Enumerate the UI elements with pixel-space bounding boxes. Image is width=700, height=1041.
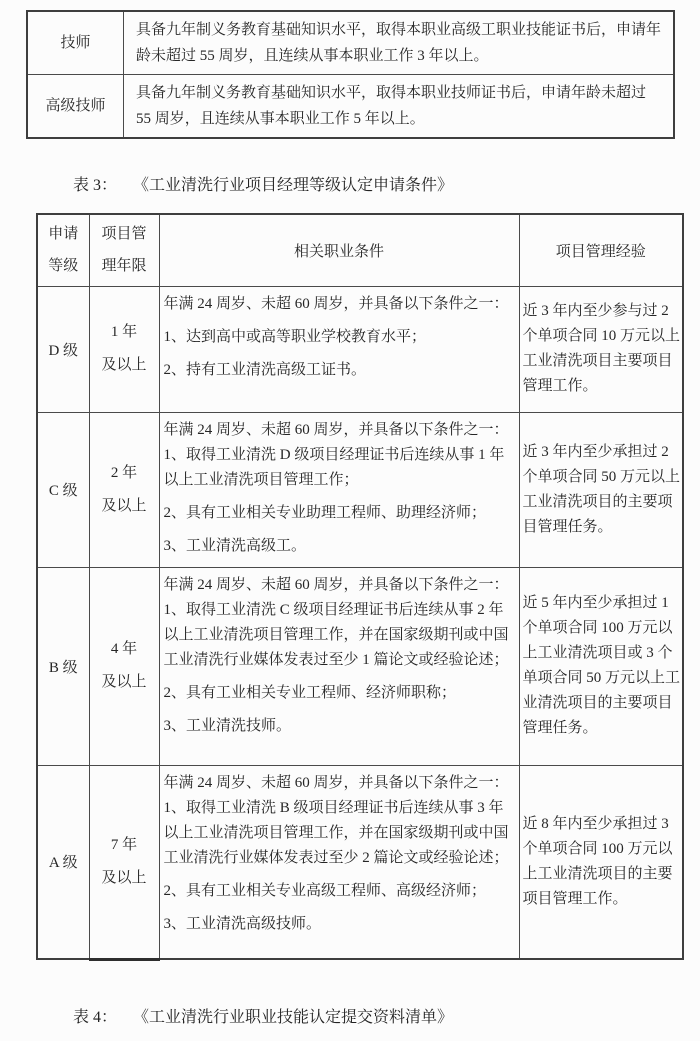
grade-row-a <box>37 765 683 959</box>
grade-cell: A 级 <box>37 765 89 959</box>
years-cell <box>89 286 159 412</box>
level-requirement-cell: 具备九年制义务教育基础知识水平，取得本职业技师证书后，申请年龄未超过 55 周岁，且连续从事本职业工作 5 年以上。 <box>124 75 675 139</box>
condition-paragraph: 年满 24 周岁、未超 60 周岁，并具备以下条件之一：1、取得工业清洗 D 级项目经理证书后连续从事 1 年以上工业清洗项目管理工作； <box>163 421 509 488</box>
condition-paragraph: 3、工业清洗高级技师。 <box>163 915 322 932</box>
grade-cell: C 级 <box>37 412 89 567</box>
years-line2: 及以上 <box>101 357 147 373</box>
header-years-line2: 理年限 <box>101 258 147 275</box>
grade-row-d <box>37 286 683 412</box>
project-manager-grade-table <box>36 213 684 961</box>
header-conditions: 相关职业条件 <box>159 214 519 286</box>
table-row <box>27 75 674 139</box>
header-experience: 项目管理经验 <box>519 214 683 286</box>
conditions-cell <box>159 567 519 765</box>
experience-cell: 近 3 年内至少承担过 2 个单项合同 50 万元以上工业清洗项目的主要项目管理任务。 <box>519 412 683 567</box>
condition-paragraph: 2、具有工业相关专业高级工程师、高级经济师； <box>163 882 487 899</box>
grade-row-b <box>37 567 683 765</box>
years-line1: 4 年 <box>110 641 138 657</box>
condition-paragraph: 2、持有工业清洗高级工证书。 <box>163 361 367 378</box>
years-cell <box>89 765 159 959</box>
years-cell <box>89 412 159 567</box>
header-grade-line2: 等级 <box>48 258 79 275</box>
experience-cell: 近 8 年内至少承担过 3 个单项合同 100 万元以上工业清洗项目的主要项目管理工作。 <box>519 765 683 959</box>
condition-paragraph: 年满 24 周岁、未超 60 周岁，并具备以下条件之一：1、取得工业清洗 C 级项目经理证书后连续从事 2 年以上工业清洗项目管理工作，并在国家级期刊或中国工业清洗行业媒体发表过至少 1 篇论文或经验论述； <box>163 576 509 668</box>
header-grade <box>37 214 89 286</box>
years-line1: 1 年 <box>110 324 138 340</box>
conditions-cell <box>159 286 519 412</box>
experience-cell: 近 5 年内至少承担过 1 个单项合同 100 万元以上工业清洗项目或 3 个单项合同 50 万元以上工业清洗项目的主要项目管理任务。 <box>519 567 683 765</box>
years-line2: 及以上 <box>101 869 147 886</box>
header-grade-line1: 申请 <box>48 226 79 243</box>
condition-paragraph: 年满 24 周岁、未超 60 周岁，并具备以下条件之一： <box>163 295 509 312</box>
table3-caption-title: 《工业清洗行业项目经理等级认定申请条件》 <box>141 177 454 194</box>
table4-caption-title: 《工业清洗行业职业技能认定提交资料清单》 <box>141 1009 454 1026</box>
level-requirement-cell: 具备九年制义务教育基础知识水平，取得本职业高级工职业技能证书后，申请年龄未超过 55 周岁，且连续从事本职业工作 3 年以上。 <box>124 11 675 75</box>
table-row <box>27 11 674 75</box>
conditions-cell <box>159 765 519 959</box>
years-line2: 及以上 <box>101 674 147 690</box>
grade-cell: D 级 <box>37 286 89 412</box>
table3-caption <box>73 174 453 198</box>
condition-paragraph: 1、达到高中或高等职业学校教育水平； <box>163 328 427 345</box>
table4-caption-label: 表 4： <box>73 1009 118 1026</box>
condition-paragraph: 年满 24 周岁、未超 60 周岁，并具备以下条件之一：1、取得工业清洗 B 级项目经理证书后连续从事 3 年以上工业清洗项目管理工作，并在国家级期刊或中国工业清洗行业媒体发表过至少 2 篇论文或经验论述； <box>163 774 509 866</box>
conditions-cell <box>159 412 519 567</box>
table-header-row <box>37 214 683 286</box>
condition-paragraph: 2、具有工业相关专业助理工程师、助理经济师； <box>163 504 487 521</box>
years-cell <box>89 567 159 765</box>
grade-cell: B 级 <box>37 567 89 765</box>
table3-caption-label: 表 3： <box>73 177 118 194</box>
condition-paragraph: 3、工业清洗技师。 <box>163 717 292 734</box>
level-label-cell: 高级技师 <box>27 75 124 139</box>
grade-row-c <box>37 412 683 567</box>
years-line1: 7 年 <box>110 836 138 853</box>
header-years <box>89 214 159 286</box>
experience-cell: 近 3 年内至少参与过 2 个单项合同 10 万元以上工业清洗项目主要项目管理工作。 <box>519 286 683 412</box>
condition-paragraph: 3、工业清洗高级工。 <box>163 537 307 554</box>
years-line1: 2 年 <box>110 464 138 481</box>
header-years-line1: 项目管 <box>101 226 147 243</box>
condition-paragraph: 2、具有工业相关专业工程师、经济师职称； <box>163 684 457 701</box>
table4-caption <box>73 1006 453 1030</box>
skill-level-table <box>26 10 675 139</box>
years-line2: 及以上 <box>101 497 147 514</box>
level-label-cell: 技师 <box>27 11 124 75</box>
